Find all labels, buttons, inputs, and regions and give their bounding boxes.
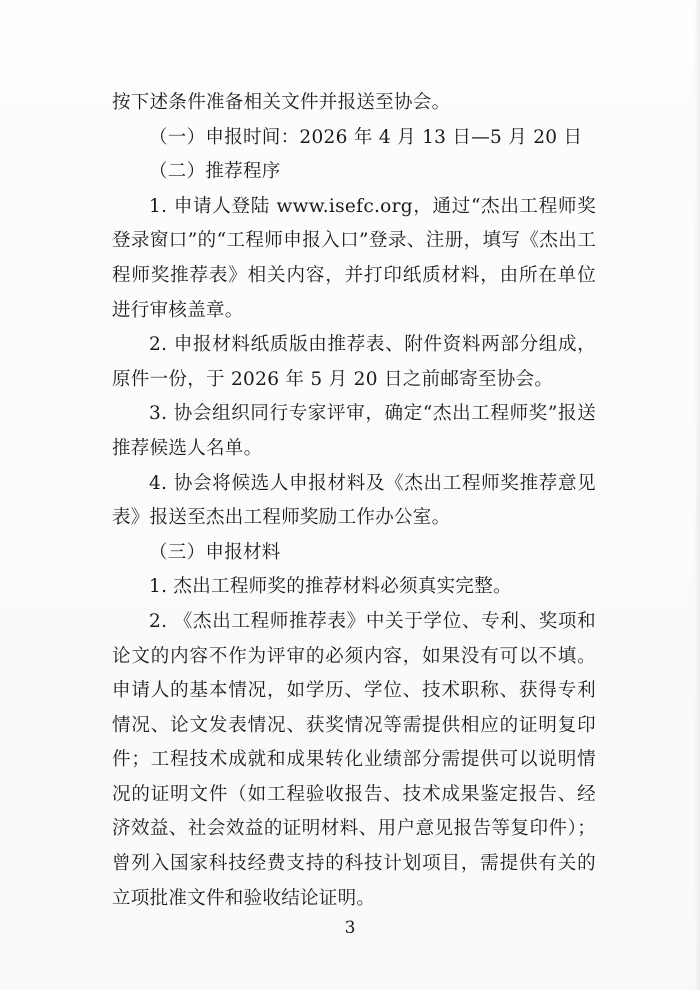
document-body bbox=[112, 86, 596, 916]
section-heading-application-time: （一）申报时间：2026 年 4 月 13 日—5 月 20 日 bbox=[149, 126, 583, 148]
materials-item-1: 1. 杰出工程师奖的推荐材料必须真实完整。 bbox=[149, 576, 512, 598]
procedure-item-3: 3. 协会组织同行专家评审，确定“杰出工程师奖”报送推荐候选人名单。 bbox=[112, 403, 596, 459]
procedure-item-2: 2. 申报材料纸质版由推荐表、附件资料两部分组成，原件一份，于 2026 年 5 月 20 日之前邮寄至协会。 bbox=[112, 334, 596, 390]
page-edge-shadow bbox=[694, 0, 700, 990]
materials-item-2: 2. 《杰出工程师推荐表》中关于学位、专利、奖项和论文的内容不作为评审的必须内容，如果没有可以不填。申请人的基本情况，如学历、学位、技术职称、获得专利情况、论文发表情况、获奖情况等需提供相应的证明复印件；工程技术成就和成果转化业绩部分需提供可以说明情况的证明文件（如工程验收报告、技术成果鉴定报告、经济效益、社会效益的证明材料、用户意见报告等复印件）；曾列入国家科技经费支持的科技计划项目，需提供有关的立项批准文件和验收结论证明。 bbox=[112, 610, 596, 909]
intro-paragraph: 按下述条件准备相关文件并报送至协会。 bbox=[112, 92, 451, 113]
procedure-item-4: 4. 协会将候选人申报材料及《杰出工程师奖推荐意见表》报送至杰出工程师奖励工作办公室。 bbox=[112, 472, 596, 529]
section-heading-recommendation-procedure: （二）推荐程序 bbox=[149, 161, 281, 183]
page-number: 3 bbox=[344, 918, 356, 938]
section-heading-application-materials: （三）申报材料 bbox=[149, 541, 281, 563]
procedure-item-1: 1. 申请人登陆 www.isefc.org，通过“杰出工程师奖登录窗口”的“工程师申报入口”登录、注册，填写《杰出工程师奖推荐表》相关内容，并打印纸质材料，由所在单位进行审核盖章。 bbox=[112, 195, 596, 321]
